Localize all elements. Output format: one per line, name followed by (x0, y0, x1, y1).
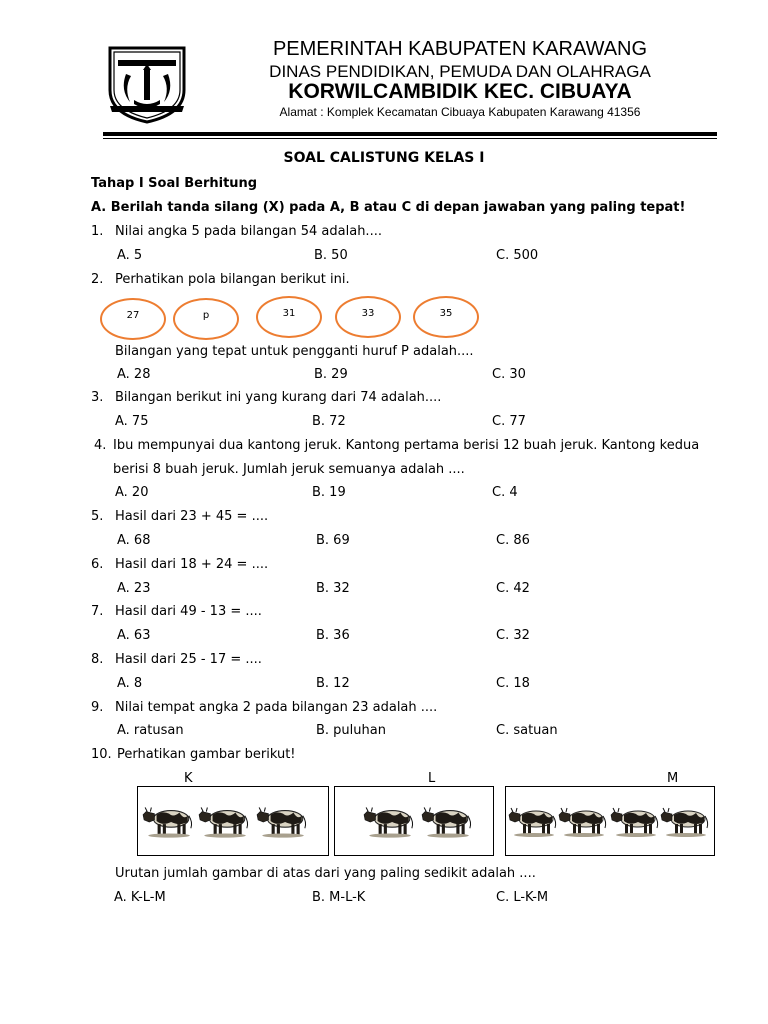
cow-icon (363, 805, 415, 839)
question-number: 9. (91, 700, 104, 715)
question-number: 3. (91, 390, 104, 405)
option-b: B. puluhan (316, 723, 386, 738)
option-a: A. K-L-M (114, 890, 166, 905)
option-c: C. 4 (492, 485, 518, 500)
option-a: A. 5 (117, 248, 143, 263)
group-label-k: K (184, 771, 193, 786)
option-b: B. 32 (316, 581, 350, 596)
group-label-m: M (667, 771, 679, 786)
option-a: A. 8 (117, 676, 143, 691)
question-text-continued: berisi 8 buah jeruk. Jumlah jeruk semuanya adalah .... (113, 462, 465, 477)
picture-box-l (334, 786, 494, 856)
header-divider-thick (103, 132, 717, 136)
question-text: Hasil dari 25 - 17 = .... (115, 652, 262, 667)
option-a: A. 23 (117, 581, 151, 596)
picture-box-k (137, 786, 329, 856)
question-text: Bilangan berikut ini yang kurang dari 74 adalah.... (115, 390, 442, 405)
option-c: C. satuan (496, 723, 558, 738)
option-b: B. 19 (312, 485, 346, 500)
question-number: 2. (91, 272, 104, 287)
option-b: B. 72 (312, 414, 346, 429)
question-number: 4. (94, 438, 107, 453)
cow-icon (256, 805, 308, 839)
question-text: Nilai angka 5 pada bilangan 54 adalah.... (115, 224, 382, 239)
option-a: A. ratusan (117, 723, 184, 738)
question-text: Hasil dari 18 + 24 = .... (115, 557, 269, 572)
question-text-continued: Urutan jumlah gambar di atas dari yang paling sedikit adalah .... (115, 866, 536, 881)
header-address: Alamat : Komplek Kecamatan Cibuaya Kabupaten Karawang 41356 (279, 105, 641, 119)
option-b: B. 36 (316, 628, 350, 643)
section-title: Tahap I Soal Berhitung (91, 176, 258, 191)
question-number: 1. (91, 224, 104, 239)
question-text: Ibu mempunyai dua kantong jeruk. Kantong pertama berisi 12 buah jeruk. Kantong kedua (113, 438, 700, 453)
option-a: A. 68 (117, 533, 151, 548)
cow-icon (610, 805, 660, 839)
regency-emblem-icon (104, 40, 190, 126)
option-c: C. L-K-M (496, 890, 549, 905)
option-c: C. 18 (496, 676, 530, 691)
question-number: 8. (91, 652, 104, 667)
option-b: B. M-L-K (312, 890, 366, 905)
option-a: A. 63 (117, 628, 151, 643)
pattern-circle: 35 (413, 296, 479, 338)
option-c: C. 77 (492, 414, 526, 429)
pattern-circle: 31 (256, 296, 322, 338)
header-divider-thin (103, 138, 717, 139)
option-c: C. 500 (496, 248, 539, 263)
header-line2: DINAS PENDIDIKAN, PEMUDA DAN OLAHRAGA (269, 62, 651, 81)
question-text: Nilai tempat angka 2 pada bilangan 23 adalah .... (115, 700, 438, 715)
cow-icon (660, 805, 710, 839)
pattern-circle: 27 (100, 298, 166, 340)
question-number: 5. (91, 509, 104, 524)
question-text-continued: Bilangan yang tepat untuk pengganti huruf P adalah.... (115, 344, 474, 359)
pattern-circle: 33 (335, 296, 401, 338)
option-c: C. 32 (496, 628, 530, 643)
option-b: B. 29 (314, 367, 348, 382)
logo (104, 40, 190, 126)
question-text: Perhatikan pola bilangan berikut ini. (115, 272, 350, 287)
cow-icon (142, 805, 194, 839)
option-b: B. 12 (316, 676, 350, 691)
header-line3: KORWILCAMBIDIK KEC. CIBUAYA (288, 80, 632, 103)
cow-icon (558, 805, 608, 839)
question-number: 7. (91, 604, 104, 619)
question-text: Hasil dari 23 + 45 = .... (115, 509, 269, 524)
picture-box-m (505, 786, 715, 856)
header-line1: PEMERINTAH KABUPATEN KARAWANG (272, 38, 648, 60)
pattern-circle: p (173, 298, 239, 340)
cow-icon (508, 805, 558, 839)
option-c: C. 30 (492, 367, 526, 382)
question-text: Hasil dari 49 - 13 = .... (115, 604, 262, 619)
cow-icon (421, 805, 473, 839)
question-number: 10. (91, 747, 112, 762)
group-label-l: L (428, 771, 436, 786)
question-number: 6. (91, 557, 104, 572)
option-c: C. 86 (496, 533, 530, 548)
question-text: Perhatikan gambar berikut! (117, 747, 296, 762)
page-title: SOAL CALISTUNG KELAS I (283, 150, 485, 166)
cow-icon (198, 805, 250, 839)
option-c: C. 42 (496, 581, 530, 596)
option-a: A. 75 (115, 414, 149, 429)
option-b: B. 69 (316, 533, 350, 548)
option-a: A. 20 (115, 485, 149, 500)
option-b: B. 50 (314, 248, 348, 263)
instruction: A. Berilah tanda silang (X) pada A, B atau C di depan jawaban yang paling tepat! (91, 200, 686, 215)
option-a: A. 28 (117, 367, 151, 382)
